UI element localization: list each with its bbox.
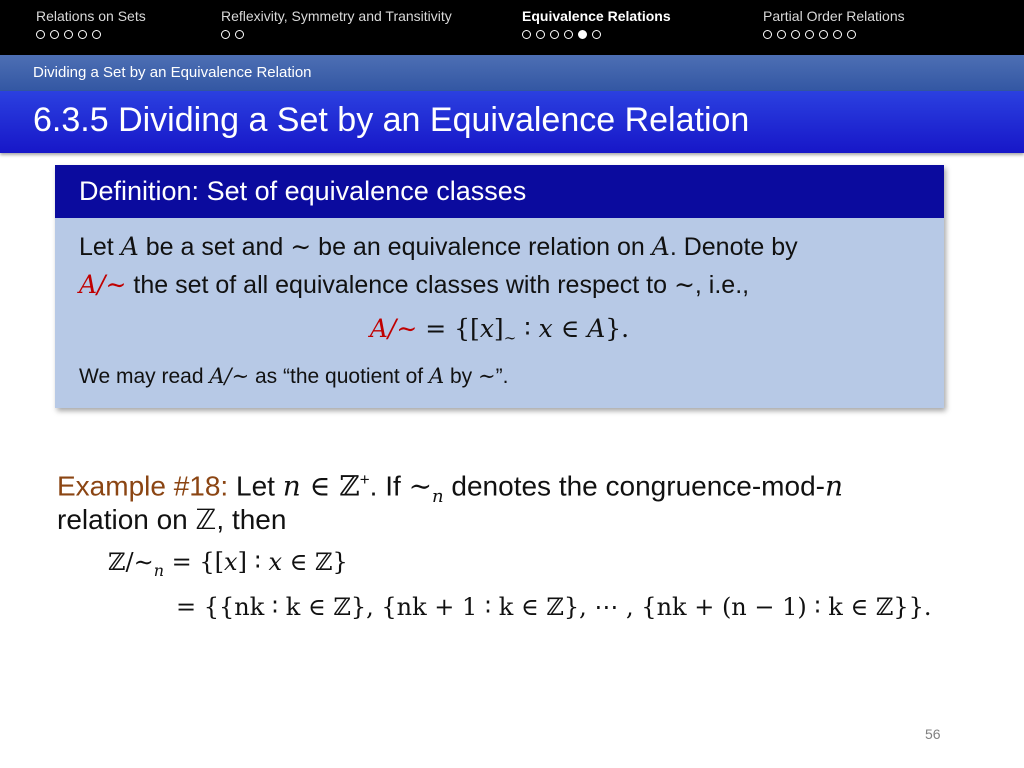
nav-section-title[interactable]: Reflexivity, Symmetry and Transitivity	[221, 8, 452, 24]
nav-slide-dots	[221, 30, 452, 42]
nav-slide-dots	[763, 30, 905, 42]
math-text: ∈ ℤ}	[282, 548, 348, 576]
nav-section-equivalence-relations[interactable]	[522, 7, 671, 42]
text: be a set and	[138, 233, 291, 261]
math-var-n: n	[282, 469, 301, 503]
math-var-a: A	[587, 314, 606, 343]
math-text: = {[	[417, 314, 480, 343]
slide-dot[interactable]	[221, 30, 230, 39]
math-var-n: n	[824, 469, 844, 503]
math-text: ℤ/∼	[108, 548, 154, 576]
math-text: }.	[605, 314, 630, 343]
text: ”.	[495, 365, 509, 388]
slide-dot[interactable]	[78, 30, 87, 39]
nav-section-reflexivity[interactable]	[221, 7, 452, 42]
math-subscript-sim: ∼	[503, 329, 517, 347]
definition-header: Definition: Set of equivalence classes	[55, 165, 944, 218]
math-text: ]	[493, 314, 504, 343]
nav-section-title[interactable]: Equivalence Relations	[522, 8, 671, 24]
slide-title-bar	[0, 91, 1024, 153]
math-var-x: x	[479, 314, 494, 343]
math-var-x: x	[538, 314, 553, 343]
nav-section-title[interactable]: Partial Order Relations	[763, 8, 905, 24]
text: be an equivalence relation on	[311, 233, 652, 261]
text: the set of all equivalence classes with respect to	[126, 271, 674, 299]
math-subscript-n: n	[432, 485, 444, 507]
math-var-a: A	[651, 232, 670, 261]
nav-slide-dots	[522, 30, 671, 42]
slide-dot[interactable]	[805, 30, 814, 39]
text: Let	[79, 233, 121, 261]
text: by	[444, 365, 478, 388]
example-equation-1	[108, 548, 348, 580]
slide-dot[interactable]	[64, 30, 73, 39]
slide-dot[interactable]	[536, 30, 545, 39]
slide-dot[interactable]	[833, 30, 842, 39]
example-line-2: relation on ℤ, then	[57, 504, 287, 535]
example-label: Example #18:	[57, 470, 229, 502]
page-number: 56	[925, 726, 941, 742]
math-text: ∶	[516, 314, 539, 343]
slide-dot[interactable]	[819, 30, 828, 39]
math-text: ] ∶	[237, 548, 269, 576]
nav-section-title[interactable]: Relations on Sets	[36, 8, 146, 24]
slide-dot[interactable]	[791, 30, 800, 39]
nav-slide-dots	[36, 30, 146, 42]
nav-section-relations-on-sets[interactable]	[36, 7, 146, 42]
slide-dot[interactable]	[564, 30, 573, 39]
math-quotient-set: A/∼	[209, 364, 250, 388]
text: . If	[369, 470, 409, 502]
slide-dot[interactable]	[763, 30, 772, 39]
math-sim: ∼	[673, 270, 695, 299]
math-sim: ∼	[478, 364, 496, 388]
text: We may read	[79, 365, 210, 388]
slide-dot[interactable]	[522, 30, 531, 39]
slide-dot[interactable]	[235, 30, 244, 39]
slide-dot[interactable]	[50, 30, 59, 39]
slide-dot[interactable]	[777, 30, 786, 39]
subsection-title: Dividing a Set by an Equivalence Relation	[33, 64, 312, 81]
text: Let	[228, 470, 283, 502]
math-superscript: +	[359, 470, 370, 489]
slide-dot[interactable]	[847, 30, 856, 39]
slide-dot[interactable]	[92, 30, 101, 39]
slide-title: 6.3.5 Dividing a Set by an Equivalence Relation	[33, 101, 750, 139]
math-text: ∈	[552, 314, 588, 343]
definition-formula	[55, 314, 944, 347]
nav-section-partial-order[interactable]	[763, 7, 905, 42]
math-subscript-n: n	[153, 560, 165, 580]
math-quotient-set: A/∼	[369, 314, 418, 343]
section-navigation	[0, 0, 1024, 55]
math-var-a: A	[428, 364, 445, 388]
math-sim: ∼	[290, 232, 312, 261]
text: . Denote by	[669, 233, 798, 261]
math-quotient-set: A/∼	[79, 270, 127, 299]
math-var-x: x	[224, 548, 238, 576]
text: , i.e.,	[694, 271, 750, 299]
subsection-bar	[0, 55, 1024, 91]
text: as “the quotient of	[249, 365, 429, 388]
definition-body	[55, 218, 944, 408]
slide-dot[interactable]	[36, 30, 45, 39]
math-var-a: A	[120, 232, 139, 261]
definition-line-1	[79, 232, 798, 262]
example-line-1	[57, 460, 844, 507]
slide-dot[interactable]	[592, 30, 601, 39]
math-sim: ∼	[408, 469, 433, 503]
math-text: ∈ ℤ	[300, 469, 360, 503]
slide-dot[interactable]	[550, 30, 559, 39]
example-block	[57, 460, 843, 540]
definition-note	[79, 364, 508, 389]
text: denotes the congruence-mod-	[443, 470, 825, 502]
definition-block	[55, 165, 944, 408]
math-var-x: x	[268, 548, 282, 576]
example-equation-2: = {{nk ∶ k ∈ ℤ}, {nk + 1 ∶ k ∈ ℤ}, ⋯ , {nk + (n − 1) ∶ k ∈ ℤ}}.	[176, 593, 932, 621]
math-text: = {[	[164, 548, 225, 576]
definition-line-2	[79, 270, 749, 300]
current-slide-dot[interactable]	[578, 30, 587, 39]
